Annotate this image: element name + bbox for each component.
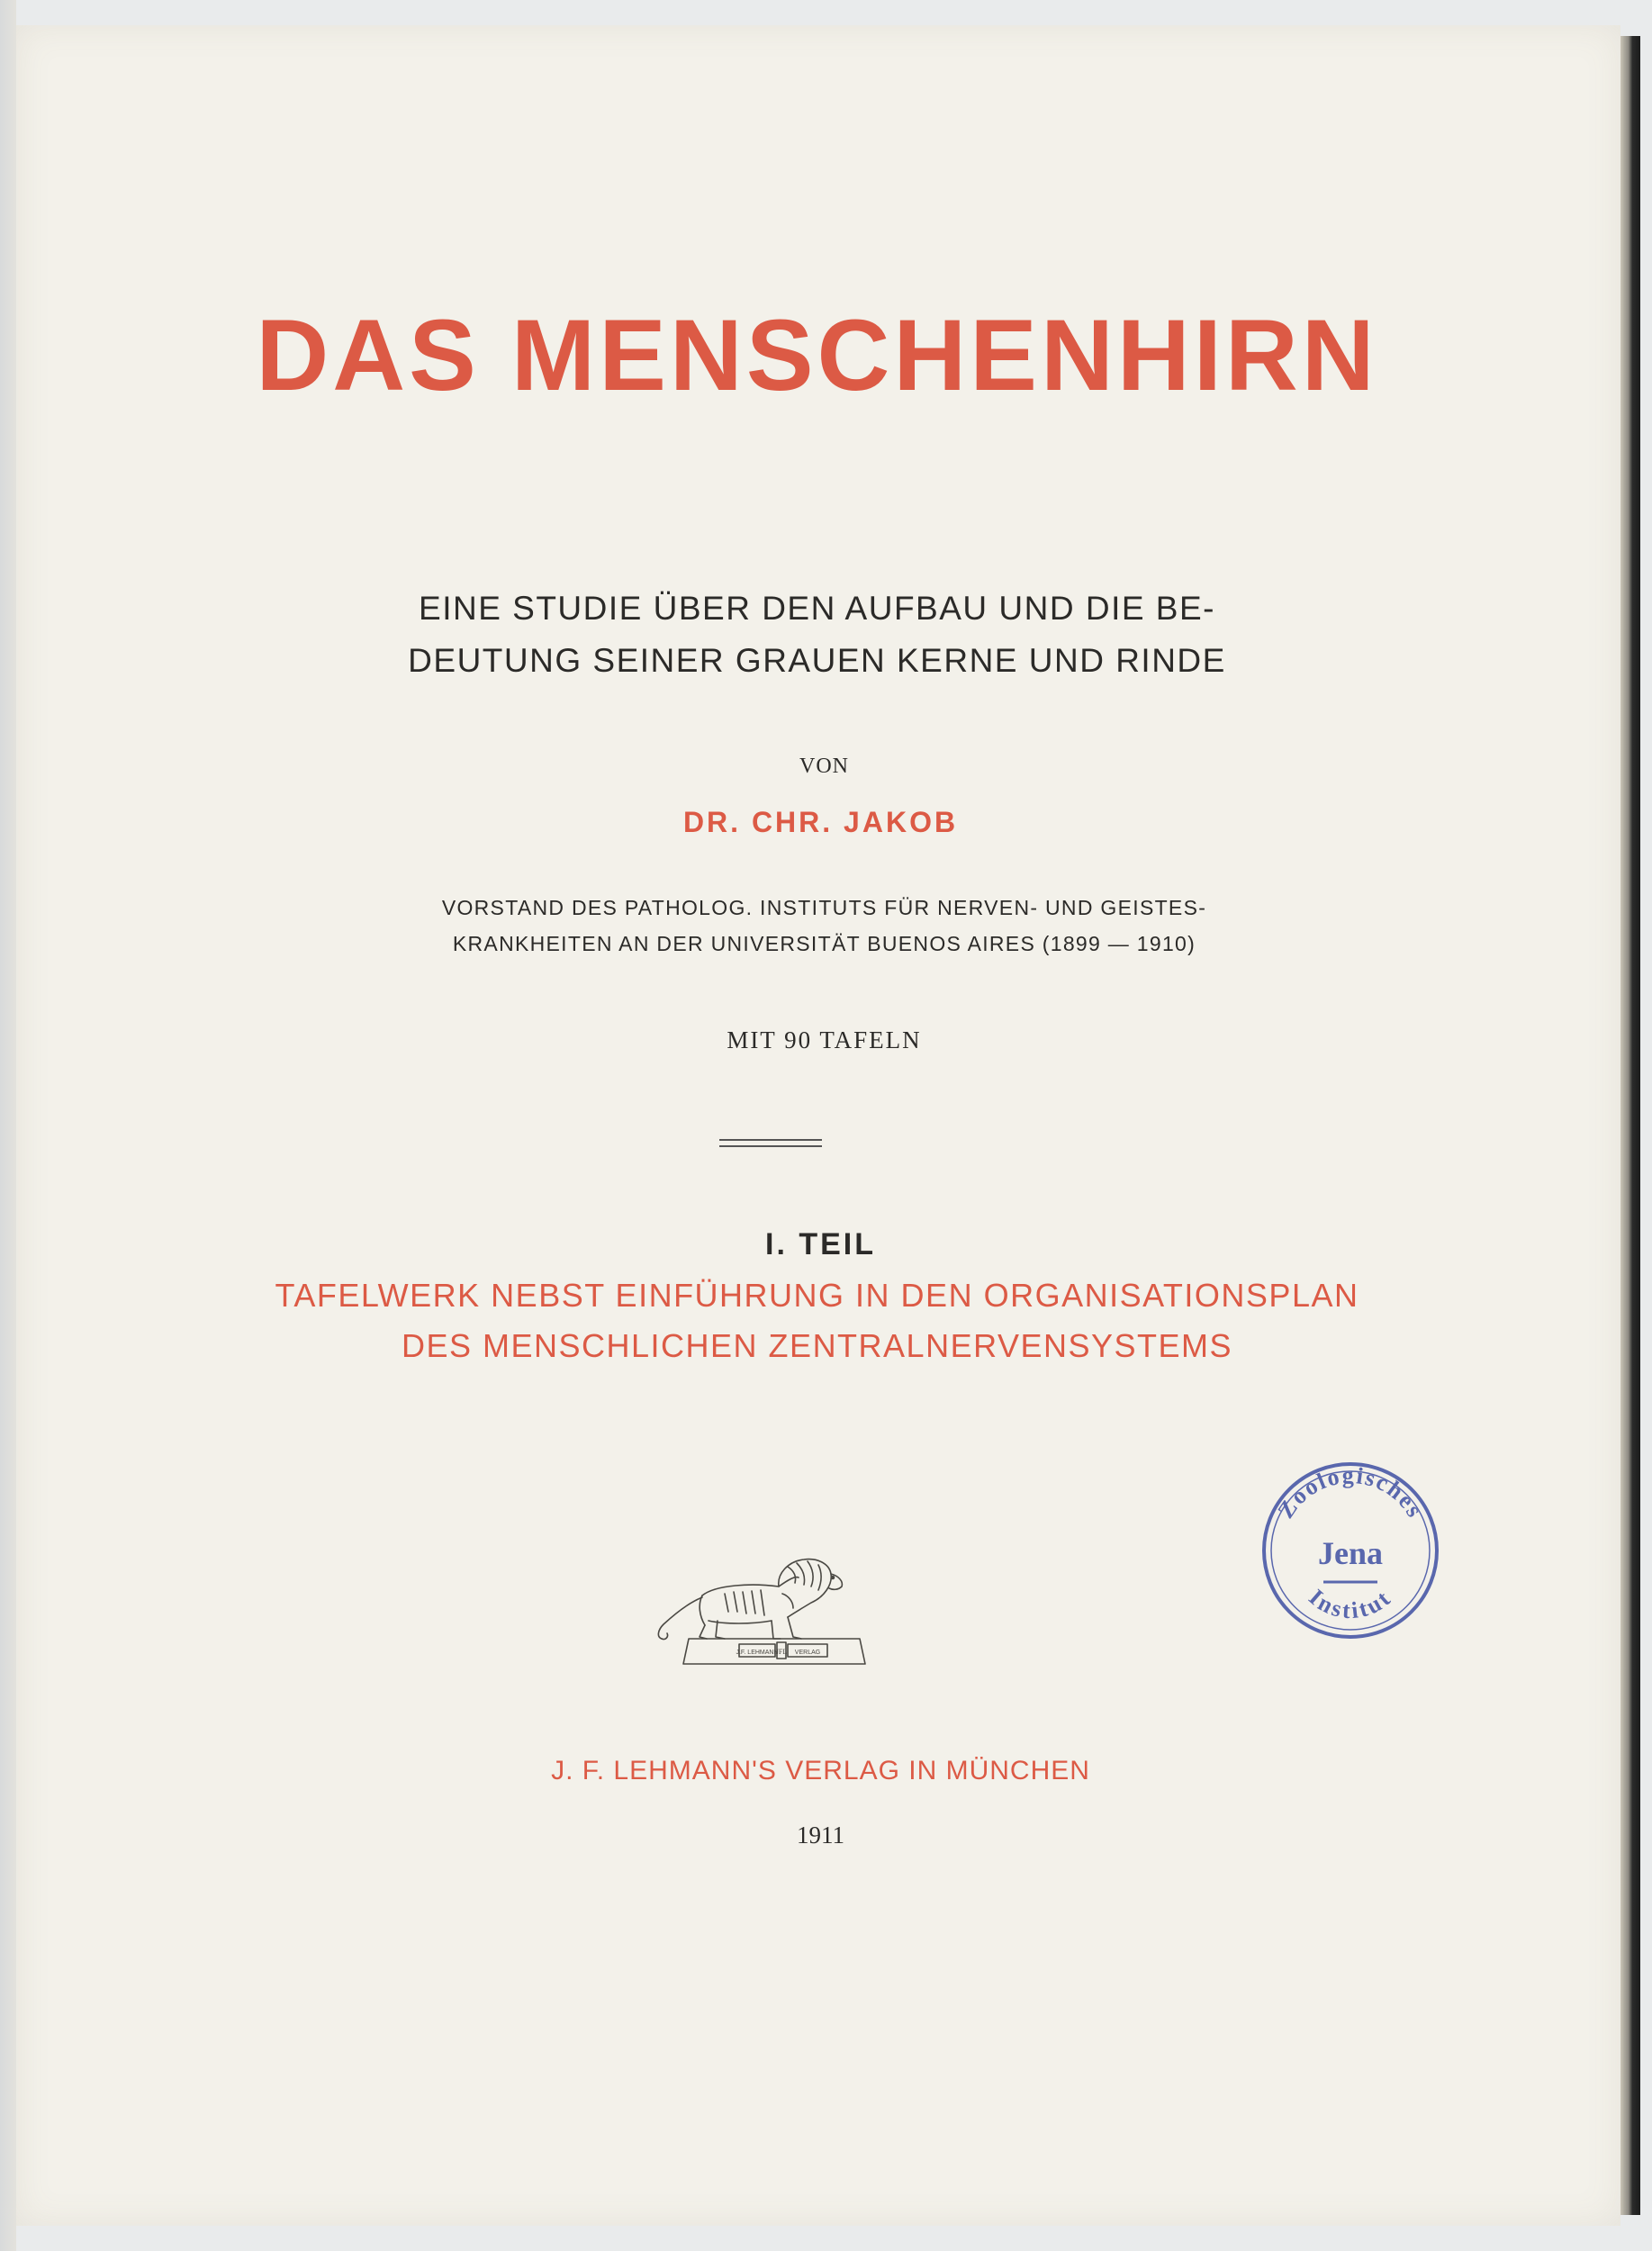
publisher-name: J. F. LEHMANN'S VERLAG IN MÜNCHEN xyxy=(551,1756,1090,1785)
svg-text:Zoologisches: Zoologisches xyxy=(1272,1461,1429,1523)
svg-text:J.F. LEHMANN: J.F. LEHMANN xyxy=(736,1650,779,1656)
double-rule-top xyxy=(719,1139,822,1141)
part-title-line-2: DES MENSCHLICHEN ZENTRALNERVENSYSTEMS xyxy=(402,1327,1232,1364)
author-name: DR. CHR. JAKOB xyxy=(682,806,959,838)
subtitle-line-1: EINE STUDIE ÜBER DEN AUFBAU UND DIE BE- xyxy=(419,590,1215,627)
library-stamp-icon xyxy=(1256,1456,1445,1645)
double-rule-bottom xyxy=(719,1145,822,1147)
svg-text:JFL: JFL xyxy=(775,1648,788,1656)
by-label: VON xyxy=(799,755,849,778)
publication-year: 1911 xyxy=(797,1822,844,1849)
svg-text:Jena: Jena xyxy=(1318,1535,1383,1571)
book-title: DAS MENSCHENHIRN xyxy=(256,299,1378,411)
part-label: I. TEIL xyxy=(765,1227,876,1261)
affiliation-line-2: KRANKHEITEN AN DER UNIVERSITÄT BUENOS AIRES (1899 — 1910) xyxy=(452,932,1196,955)
lion-publisher-emblem-icon xyxy=(653,1531,887,1675)
part-title-line-1: TAFELWERK NEBST EINFÜHRUNG IN DEN ORGANISATIONSPLAN xyxy=(275,1277,1359,1314)
svg-text:VERLAG: VERLAG xyxy=(794,1650,821,1656)
plates-count: MIT 90 TAFELN xyxy=(727,1026,922,1053)
subtitle-line-2: DEUTUNG SEINER GRAUEN KERNE UND RINDE xyxy=(408,642,1226,679)
svg-text:Institut: Institut xyxy=(1304,1584,1397,1624)
affiliation-line-1: VORSTAND DES PATHOLOG. INSTITUTS FÜR NERVEN- UND GEISTES- xyxy=(441,896,1207,919)
